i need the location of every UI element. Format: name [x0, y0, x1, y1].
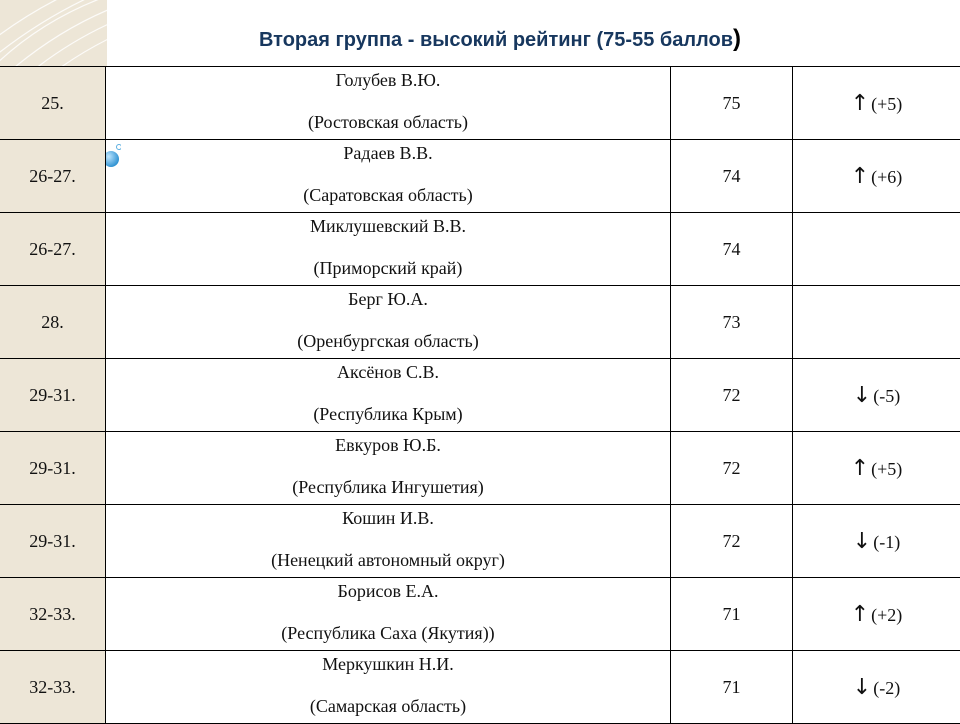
name-cell — [106, 359, 671, 432]
table-row — [0, 505, 960, 578]
name-cell — [106, 286, 671, 359]
change-value: (-5) — [873, 386, 900, 406]
rank-cell: 29-31. — [0, 359, 106, 432]
change-value: (+5) — [871, 94, 902, 114]
rank-cell: 28. — [0, 286, 106, 359]
score-cell: 72 — [671, 432, 793, 505]
rank-cell: 29-31. — [0, 505, 106, 578]
change-cell — [793, 651, 960, 724]
score-cell: 75 — [671, 67, 793, 140]
region-name: (Ростовская область) — [106, 113, 670, 131]
change-cell — [793, 359, 960, 432]
change-value: (+5) — [871, 459, 902, 479]
table-row — [0, 359, 960, 432]
region-name: (Республика Крым) — [106, 405, 670, 423]
score-cell: 71 — [671, 578, 793, 651]
name-cell — [106, 651, 671, 724]
trend-arrow-icon: ↑ — [851, 91, 869, 116]
change-value: (-2) — [873, 678, 900, 698]
name-cell — [106, 505, 671, 578]
page-title-paren: ) — [733, 25, 741, 52]
name-cell — [106, 67, 671, 140]
score-cell: 74 — [671, 213, 793, 286]
person-name: Евкуров Ю.Б. — [106, 436, 670, 454]
person-name: Берг Ю.А. — [106, 290, 670, 308]
change-cell — [793, 213, 960, 286]
rank-cell: 26-27. — [0, 140, 106, 213]
trend-arrow-icon: ↓ — [853, 383, 871, 408]
name-cell — [106, 432, 671, 505]
person-name: Меркушкин Н.И. — [106, 655, 670, 673]
score-cell: 72 — [671, 505, 793, 578]
score-cell: 71 — [671, 651, 793, 724]
rating-table — [0, 66, 960, 724]
name-cell — [106, 213, 671, 286]
region-name: (Самарская область) — [106, 697, 670, 715]
trend-arrow-icon: ↓ — [853, 529, 871, 554]
rank-cell: 26-27. — [0, 213, 106, 286]
change-cell — [793, 286, 960, 359]
region-name: (Саратовская область) — [106, 186, 670, 204]
table-row — [0, 140, 960, 213]
person-name: Радаев В.В. — [106, 144, 670, 162]
trend-arrow-icon: ↑ — [851, 456, 869, 481]
region-name: (Оренбургская область) — [106, 332, 670, 350]
table-row — [0, 286, 960, 359]
region-name: (Республика Ингушетия) — [106, 478, 670, 496]
region-name: (Республика Саха (Якутия)) — [106, 624, 670, 642]
rank-cell: 25. — [0, 67, 106, 140]
trend-arrow-icon: ↑ — [851, 602, 869, 627]
person-name: Миклушевский В.В. — [106, 217, 670, 235]
score-cell: 74 — [671, 140, 793, 213]
page-title-text: Вторая группа - высокий рейтинг (75-55 баллов — [259, 29, 733, 51]
table-row — [0, 578, 960, 651]
person-name: Голубев В.Ю. — [106, 71, 670, 89]
change-cell — [793, 67, 960, 140]
table-row — [0, 213, 960, 286]
region-name: (Приморский край) — [106, 259, 670, 277]
score-cell: 72 — [671, 359, 793, 432]
page-title — [0, 25, 960, 53]
rank-cell: 32-33. — [0, 651, 106, 724]
score-cell: 73 — [671, 286, 793, 359]
table-row — [0, 651, 960, 724]
change-value: (-1) — [873, 532, 900, 552]
change-value: (+2) — [871, 605, 902, 625]
person-name: Аксёнов С.В. — [106, 363, 670, 381]
change-value: (+6) — [871, 167, 902, 187]
rank-cell: 29-31. — [0, 432, 106, 505]
name-cell — [106, 140, 671, 213]
table-row — [0, 67, 960, 140]
change-cell — [793, 578, 960, 651]
change-cell — [793, 432, 960, 505]
rank-cell: 32-33. — [0, 578, 106, 651]
person-name: Борисов Е.А. — [106, 582, 670, 600]
table-row — [0, 432, 960, 505]
trend-arrow-icon: ↑ — [851, 164, 869, 189]
region-name: (Ненецкий автономный округ) — [106, 551, 670, 569]
name-cell — [106, 578, 671, 651]
trend-arrow-icon: ↓ — [853, 675, 871, 700]
change-cell — [793, 505, 960, 578]
change-cell — [793, 140, 960, 213]
rating-table-container — [0, 66, 960, 720]
person-name: Кошин И.В. — [106, 509, 670, 527]
